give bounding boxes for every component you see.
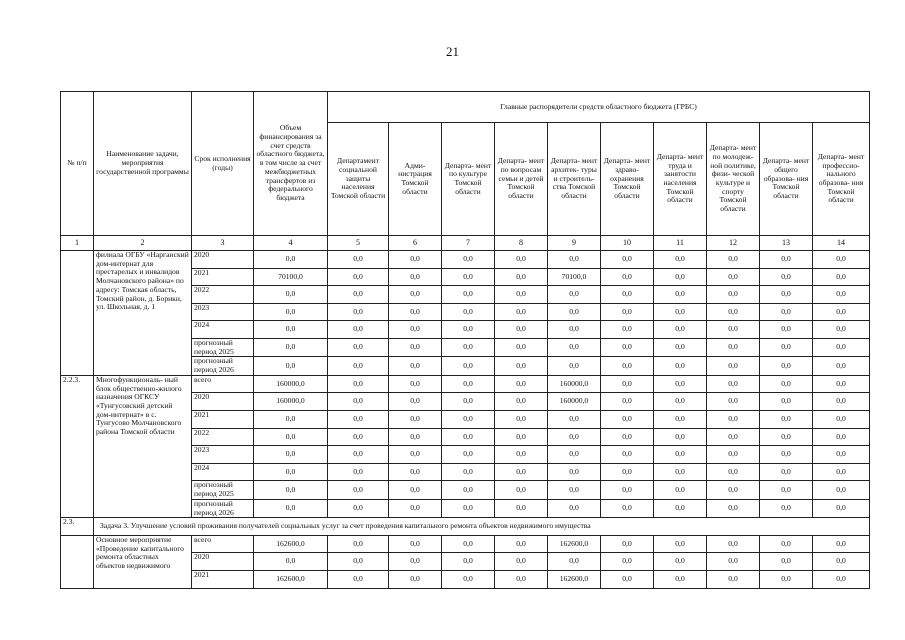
column-number: 3 <box>192 236 254 251</box>
row-value: 0,0 <box>760 357 813 375</box>
header-volume: Объем финансирования за счет средств областного бюджета, в том числе за счет межбюджетных трансфертов из федерального бюджета <box>254 92 328 236</box>
row-value: 0,0 <box>601 571 654 589</box>
row-value: 0,0 <box>760 446 813 464</box>
row-value: 0,0 <box>254 251 328 269</box>
row-value: 0,0 <box>707 446 760 464</box>
row-value: 162600,0 <box>548 535 601 553</box>
row-value: 0,0 <box>389 411 442 429</box>
row-value: 0,0 <box>442 411 495 429</box>
row-value: 0,0 <box>442 338 495 356</box>
row-value: 0,0 <box>442 375 495 393</box>
row-value: 0,0 <box>813 481 870 499</box>
row-value: 162600,0 <box>254 535 328 553</box>
row-value: 0,0 <box>254 463 328 481</box>
row-value: 0,0 <box>601 411 654 429</box>
row-value: 0,0 <box>442 393 495 411</box>
row-value: 0,0 <box>813 463 870 481</box>
row-value: 0,0 <box>707 357 760 375</box>
row-value: 0,0 <box>548 338 601 356</box>
row-value: 0,0 <box>254 321 328 339</box>
row-value: 0,0 <box>254 303 328 321</box>
row-value: 0,0 <box>813 375 870 393</box>
row-value: 0,0 <box>601 375 654 393</box>
row-value: 0,0 <box>495 375 548 393</box>
row-value: 0,0 <box>442 303 495 321</box>
row-value: 0,0 <box>760 499 813 517</box>
row-value: 0,0 <box>760 268 813 286</box>
row-value: 0,0 <box>328 357 389 375</box>
row-value: 0,0 <box>442 286 495 304</box>
row-value: 0,0 <box>548 321 601 339</box>
row-value: 70100,0 <box>548 268 601 286</box>
row-value: 0,0 <box>654 321 707 339</box>
row-value: 0,0 <box>601 481 654 499</box>
row-value: 0,0 <box>495 303 548 321</box>
row-value: 160000,0 <box>254 375 328 393</box>
row-value: 0,0 <box>813 251 870 269</box>
row-value: 0,0 <box>389 393 442 411</box>
row-period: прогнозный период 2025 <box>192 481 254 499</box>
row-value: 0,0 <box>813 571 870 589</box>
row-value: 0,0 <box>548 481 601 499</box>
row-value: 0,0 <box>707 428 760 446</box>
row-value: 0,0 <box>654 338 707 356</box>
row-value: 0,0 <box>813 553 870 571</box>
column-number: 5 <box>328 236 389 251</box>
row-value: 0,0 <box>254 357 328 375</box>
row-value: 0,0 <box>254 499 328 517</box>
row-value: 0,0 <box>495 393 548 411</box>
row-value: 0,0 <box>813 393 870 411</box>
row-value: 160000,0 <box>254 393 328 411</box>
row-period: прогнозный период 2026 <box>192 499 254 517</box>
row-value: 0,0 <box>601 303 654 321</box>
row-value: 0,0 <box>254 553 328 571</box>
row-value: 0,0 <box>707 463 760 481</box>
row-value: 0,0 <box>389 428 442 446</box>
row-period: 2023 <box>192 303 254 321</box>
row-value: 0,0 <box>495 481 548 499</box>
column-number: 10 <box>601 236 654 251</box>
column-number: 12 <box>707 236 760 251</box>
row-value: 0,0 <box>328 251 389 269</box>
row-value: 0,0 <box>760 535 813 553</box>
header-name: Наименование задачи, мероприятия государственной программы <box>94 92 192 236</box>
row-value: 0,0 <box>601 393 654 411</box>
row-value: 0,0 <box>548 428 601 446</box>
row-value: 0,0 <box>495 463 548 481</box>
row-value: 0,0 <box>707 375 760 393</box>
row-value: 162600,0 <box>548 571 601 589</box>
row-value: 0,0 <box>548 286 601 304</box>
row-value: 0,0 <box>389 286 442 304</box>
row-value: 0,0 <box>813 357 870 375</box>
row-value: 0,0 <box>495 553 548 571</box>
column-number: 6 <box>389 236 442 251</box>
row-value: 0,0 <box>328 338 389 356</box>
row-value: 0,0 <box>442 446 495 464</box>
row-value: 0,0 <box>760 338 813 356</box>
header-department: Департамент социальной защиты населения Томской области <box>328 123 389 236</box>
row-value: 0,0 <box>389 375 442 393</box>
column-number: 8 <box>495 236 548 251</box>
row-value: 0,0 <box>813 338 870 356</box>
row-value: 0,0 <box>254 446 328 464</box>
row-value: 0,0 <box>495 357 548 375</box>
row-value: 0,0 <box>328 553 389 571</box>
row-value: 0,0 <box>254 411 328 429</box>
row-value: 0,0 <box>389 553 442 571</box>
row-value: 0,0 <box>813 303 870 321</box>
row-value: 0,0 <box>442 553 495 571</box>
row-value: 0,0 <box>495 411 548 429</box>
row-value: 0,0 <box>254 428 328 446</box>
column-number: 4 <box>254 236 328 251</box>
row-value: 0,0 <box>442 571 495 589</box>
row-value: 0,0 <box>495 251 548 269</box>
header-no: № п/п <box>61 92 94 236</box>
row-value: 0,0 <box>707 303 760 321</box>
row-value: 70100,0 <box>254 268 328 286</box>
row-period: прогнозный период 2025 <box>192 338 254 356</box>
row-value: 0,0 <box>548 446 601 464</box>
row-period: 2021 <box>192 268 254 286</box>
column-number: 2 <box>94 236 192 251</box>
row-value: 0,0 <box>707 571 760 589</box>
row-value: 0,0 <box>760 553 813 571</box>
row-value: 0,0 <box>760 286 813 304</box>
row-value: 0,0 <box>813 321 870 339</box>
page-number: 21 <box>446 44 459 59</box>
table-row <box>61 535 870 553</box>
row-value: 0,0 <box>254 286 328 304</box>
row-value: 0,0 <box>654 286 707 304</box>
row-value: 0,0 <box>707 553 760 571</box>
header-department: Департа- мент по вопросам семьи и детей Томской области <box>495 123 548 236</box>
row-value: 0,0 <box>654 411 707 429</box>
row-value: 0,0 <box>548 357 601 375</box>
row-value: 0,0 <box>442 268 495 286</box>
row-value: 0,0 <box>548 463 601 481</box>
row-period: всего <box>192 375 254 393</box>
row-value: 0,0 <box>389 463 442 481</box>
row-value: 0,0 <box>389 268 442 286</box>
row-value: 0,0 <box>707 251 760 269</box>
row-value: 0,0 <box>601 338 654 356</box>
row-value: 0,0 <box>495 286 548 304</box>
header-department: Департа- мент здраво- охранения Томской области <box>601 123 654 236</box>
row-value: 0,0 <box>442 357 495 375</box>
row-value: 0,0 <box>707 321 760 339</box>
header-department: Адми- нистрация Томской области <box>389 123 442 236</box>
row-value: 0,0 <box>654 251 707 269</box>
row-value: 0,0 <box>328 303 389 321</box>
task-row <box>61 518 870 536</box>
row-value: 0,0 <box>328 393 389 411</box>
row-value: 0,0 <box>707 535 760 553</box>
task-id: 2.3. <box>61 518 94 536</box>
row-id <box>61 535 94 588</box>
row-value: 0,0 <box>495 446 548 464</box>
row-value: 0,0 <box>601 357 654 375</box>
row-value: 0,0 <box>813 411 870 429</box>
row-value: 0,0 <box>254 338 328 356</box>
column-number: 7 <box>442 236 495 251</box>
row-value: 0,0 <box>442 499 495 517</box>
row-value: 0,0 <box>654 463 707 481</box>
row-name: филиала ОГБУ «Нарганский дом-интернат для престарелых и инвалидов Молчановского района» по адресу: Томская область, Томский район, д. Борики, ул. Школьная, д. 1 <box>94 251 192 376</box>
row-value: 0,0 <box>548 499 601 517</box>
row-value: 0,0 <box>389 321 442 339</box>
row-value: 0,0 <box>654 357 707 375</box>
row-value: 0,0 <box>707 338 760 356</box>
row-value: 0,0 <box>601 463 654 481</box>
row-value: 0,0 <box>328 499 389 517</box>
row-value: 0,0 <box>389 571 442 589</box>
row-value: 0,0 <box>442 481 495 499</box>
row-value: 0,0 <box>328 446 389 464</box>
row-period: 2022 <box>192 286 254 304</box>
row-value: 0,0 <box>328 375 389 393</box>
row-value: 0,0 <box>654 553 707 571</box>
row-value: 0,0 <box>548 251 601 269</box>
row-name: Многофункциональ- ный блок общественно-жилого назначения ОГКСУ «Тунгусовский детский дом-интернат» в с. Тунгусово Молчановского района Томской области <box>94 375 192 517</box>
row-value: 0,0 <box>654 268 707 286</box>
row-value: 0,0 <box>707 268 760 286</box>
row-value: 0,0 <box>548 303 601 321</box>
row-value: 0,0 <box>442 463 495 481</box>
row-value: 0,0 <box>328 286 389 304</box>
row-id: 2.2.3. <box>61 375 94 517</box>
row-value: 0,0 <box>760 571 813 589</box>
row-value: 0,0 <box>442 251 495 269</box>
row-value: 0,0 <box>654 393 707 411</box>
row-period: прогнозный период 2026 <box>192 357 254 375</box>
row-value: 0,0 <box>813 268 870 286</box>
row-value: 0,0 <box>601 428 654 446</box>
column-number: 1 <box>61 236 94 251</box>
row-value: 162600,0 <box>254 571 328 589</box>
row-value: 0,0 <box>813 286 870 304</box>
row-period: 2020 <box>192 251 254 269</box>
column-number: 9 <box>548 236 601 251</box>
row-value: 0,0 <box>760 411 813 429</box>
row-value: 0,0 <box>495 535 548 553</box>
row-value: 0,0 <box>760 428 813 446</box>
row-value: 0,0 <box>442 428 495 446</box>
row-period: 2022 <box>192 428 254 446</box>
row-value: 0,0 <box>601 251 654 269</box>
task-text: Задача 3. Улучшение условий проживания получателей социальных услуг за счет проведения капитального ремонта объектов недвижимого имущества <box>94 518 870 536</box>
row-value: 0,0 <box>654 571 707 589</box>
row-value: 0,0 <box>601 321 654 339</box>
row-value: 0,0 <box>601 268 654 286</box>
row-value: 0,0 <box>760 303 813 321</box>
row-name: Основное мероприятие «Проведение капитального ремонта областных объектов недвижимого <box>94 535 192 588</box>
row-value: 0,0 <box>654 499 707 517</box>
header-department: Департа- мент профессио- нального образова- ния Томской области <box>813 123 870 236</box>
row-value: 0,0 <box>442 535 495 553</box>
row-value: 160000,0 <box>548 393 601 411</box>
row-value: 0,0 <box>707 411 760 429</box>
row-value: 0,0 <box>328 535 389 553</box>
row-value: 0,0 <box>389 338 442 356</box>
row-period: 2021 <box>192 411 254 429</box>
row-value: 0,0 <box>389 499 442 517</box>
row-value: 0,0 <box>389 357 442 375</box>
row-value: 0,0 <box>601 553 654 571</box>
row-value: 0,0 <box>813 535 870 553</box>
row-period: 2020 <box>192 393 254 411</box>
row-value: 0,0 <box>389 535 442 553</box>
row-period: 2020 <box>192 553 254 571</box>
row-value: 0,0 <box>707 499 760 517</box>
row-period: 2023 <box>192 446 254 464</box>
row-value: 160000,0 <box>548 375 601 393</box>
row-value: 0,0 <box>328 428 389 446</box>
row-value: 0,0 <box>389 303 442 321</box>
header-department: Департа- мент общего образова- ния Томской области <box>760 123 813 236</box>
row-value: 0,0 <box>328 481 389 499</box>
row-value: 0,0 <box>328 463 389 481</box>
row-period: всего <box>192 535 254 553</box>
row-value: 0,0 <box>548 553 601 571</box>
row-value: 0,0 <box>389 446 442 464</box>
row-value: 0,0 <box>760 321 813 339</box>
table-row <box>61 375 870 393</box>
table-row <box>61 251 870 269</box>
row-value: 0,0 <box>548 411 601 429</box>
row-value: 0,0 <box>707 286 760 304</box>
row-value: 0,0 <box>495 571 548 589</box>
row-value: 0,0 <box>707 393 760 411</box>
row-value: 0,0 <box>389 251 442 269</box>
row-value: 0,0 <box>760 375 813 393</box>
row-value: 0,0 <box>760 251 813 269</box>
row-value: 0,0 <box>601 286 654 304</box>
header-term: Срок исполнения (годы) <box>192 92 254 236</box>
header-grbs: Главные распорядители средств областного бюджета (ГРБС) <box>328 92 870 123</box>
row-value: 0,0 <box>254 481 328 499</box>
row-value: 0,0 <box>707 481 760 499</box>
row-value: 0,0 <box>328 321 389 339</box>
row-period: 2024 <box>192 321 254 339</box>
row-value: 0,0 <box>813 446 870 464</box>
row-value: 0,0 <box>601 499 654 517</box>
row-period: 2021 <box>192 571 254 589</box>
column-number: 14 <box>813 236 870 251</box>
row-value: 0,0 <box>654 481 707 499</box>
row-value: 0,0 <box>813 428 870 446</box>
row-value: 0,0 <box>495 428 548 446</box>
row-value: 0,0 <box>654 428 707 446</box>
row-value: 0,0 <box>442 321 495 339</box>
row-value: 0,0 <box>654 535 707 553</box>
row-value: 0,0 <box>654 446 707 464</box>
budget-table <box>60 91 870 589</box>
row-value: 0,0 <box>813 499 870 517</box>
row-value: 0,0 <box>760 393 813 411</box>
row-value: 0,0 <box>495 321 548 339</box>
row-value: 0,0 <box>760 481 813 499</box>
row-value: 0,0 <box>601 446 654 464</box>
column-number: 13 <box>760 236 813 251</box>
row-value: 0,0 <box>495 268 548 286</box>
row-value: 0,0 <box>328 411 389 429</box>
row-value: 0,0 <box>654 303 707 321</box>
row-value: 0,0 <box>601 535 654 553</box>
row-value: 0,0 <box>654 375 707 393</box>
row-value: 0,0 <box>328 268 389 286</box>
header-department: Департа- мент архитек- туры и строитель- ства Томской области <box>548 123 601 236</box>
header-department: Департа- мент труда и занятости населения Томской области <box>654 123 707 236</box>
header-department: Департа- мент по культуре Томской области <box>442 123 495 236</box>
row-period: 2024 <box>192 463 254 481</box>
row-value: 0,0 <box>760 463 813 481</box>
row-value: 0,0 <box>328 571 389 589</box>
row-value: 0,0 <box>495 338 548 356</box>
row-value: 0,0 <box>389 481 442 499</box>
row-value: 0,0 <box>495 499 548 517</box>
row-id <box>61 251 94 376</box>
column-number: 11 <box>654 236 707 251</box>
header-department: Департа- мент по молодеж- ной политике, физи- ческой культуре и спорту Томской области <box>707 123 760 236</box>
